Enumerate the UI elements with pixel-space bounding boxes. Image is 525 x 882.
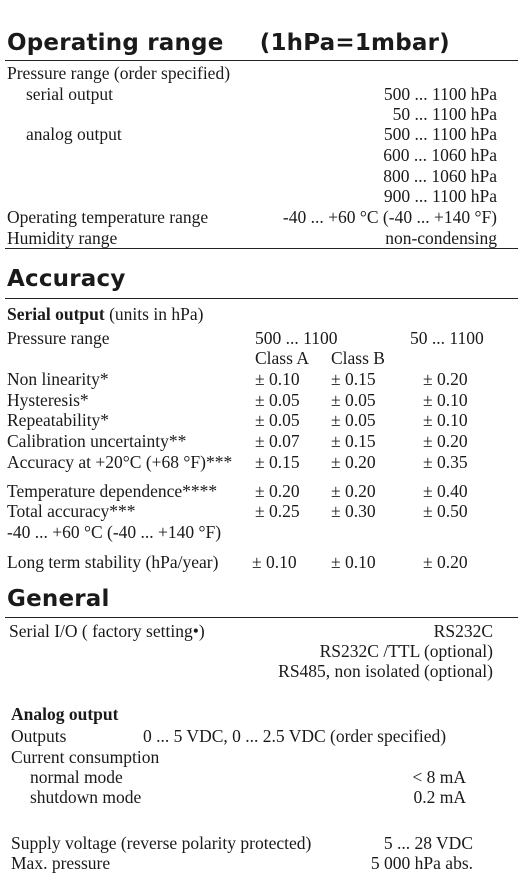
operating-heading: Operating range [7,30,224,56]
divider [5,617,518,618]
long-term-stability-label: Long term stability (hPa/year) [7,552,219,572]
accuracy-value-class-a: ± 0.25 [255,501,300,521]
range-b-header: 50 ... 1100 [410,328,484,348]
shutdown-mode-label: shutdown mode [30,787,142,807]
humidity-range-label: Humidity range [7,228,118,248]
analog-range-value: 600 ... 1060 hPa [383,145,497,165]
serial-output-label: serial output [26,84,113,104]
accuracy-value-class-b: ± 0.20 [331,452,376,472]
supply-voltage-label: Supply voltage (reverse polarity protected) [11,833,312,853]
accuracy-value-class-a: ± 0.20 [255,481,300,501]
divider [5,248,518,249]
class-a-header: Class A [255,348,309,368]
accuracy-value-class-b: ± 0.10 [331,552,376,572]
accuracy-row-label: Hysteresis* [7,390,89,410]
serial-io-value: RS232C /TTL (optional) [319,641,493,661]
serial-range-value: 50 ... 1100 hPa [392,104,497,124]
accuracy-heading: Accuracy [7,266,126,292]
max-pressure-label: Max. pressure [11,853,111,873]
analog-range-value: 500 ... 1100 hPa [383,124,497,144]
accuracy-value-class-b: ± 0.05 [331,390,376,410]
operating-heading-note: (1hPa=1mbar) [259,30,450,56]
accuracy-row-label: Repeatability* [7,410,110,430]
accuracy-row-label: Accuracy at +20°C (+68 °F)*** [7,452,233,472]
range-a-header: 500 ... 1100 [255,328,338,348]
serial-io-label: Serial I/O ( factory setting•) [9,621,205,641]
humidity-range-value: non-condensing [385,228,497,248]
normal-mode-value: < 8 mA [412,767,466,787]
accuracy-value-class-a: ± 0.05 [255,390,300,410]
divider [5,298,518,299]
outputs-label: Outputs [11,726,67,746]
accuracy-value-wide-range: ± 0.50 [423,501,468,521]
accuracy-value-wide-range: ± 0.20 [423,431,468,451]
total-accuracy-range-note: -40 ... +60 °C (-40 ... +140 °F) [7,522,222,542]
accuracy-value-class-a: ± 0.15 [255,452,300,472]
accuracy-value-wide-range: ± 0.35 [423,452,468,472]
general-heading: General [7,586,110,612]
class-b-header: Class B [331,348,385,368]
serial-output-title: Serial output [7,304,105,324]
serial-output-subheading [7,304,203,324]
accuracy-row-label: Total accuracy*** [7,501,136,521]
accuracy-value-wide-range: ± 0.20 [423,369,468,389]
accuracy-value-class-b: ± 0.15 [331,431,376,451]
temperature-range-label: Operating temperature range [7,207,209,227]
accuracy-value-class-a: ± 0.10 [255,369,300,389]
accuracy-value-wide-range: ± 0.10 [423,410,468,430]
shutdown-mode-value: 0.2 mA [413,787,466,807]
analog-output-label: analog output [26,124,122,144]
accuracy-value-class-a: ± 0.10 [252,552,297,572]
divider [5,60,518,61]
analog-range-value: 800 ... 1060 hPa [383,166,497,186]
pressure-range-label: Pressure range (order specified) [7,63,231,83]
accuracy-row-label: Non linearity* [7,369,109,389]
serial-range-value: 500 ... 1100 hPa [383,84,497,104]
normal-mode-label: normal mode [30,767,123,787]
outputs-value: 0 ... 5 VDC, 0 ... 2.5 VDC (order specified) [143,726,447,746]
accuracy-row-label: Temperature dependence**** [7,481,218,501]
accuracy-value-wide-range: ± 0.40 [423,481,468,501]
accuracy-value-class-a: ± 0.07 [255,431,300,451]
accuracy-value-class-b: ± 0.15 [331,369,376,389]
accuracy-row-label: Calibration uncertainty** [7,431,187,451]
accuracy-value-wide-range: ± 0.10 [423,390,468,410]
serial-io-value: RS485, non isolated (optional) [278,661,493,681]
analog-range-value: 900 ... 1100 hPa [383,186,497,206]
serial-io-value: RS232C [433,621,493,641]
temperature-range-value: -40 ... +60 °C (-40 ... +140 °F) [282,207,497,227]
serial-output-units-note: (units in hPa) [109,304,204,324]
supply-voltage-value: 5 ... 28 VDC [383,833,473,853]
section-heading-operating-range [7,30,450,56]
analog-output-heading: Analog output [11,704,119,724]
accuracy-value-class-b: ± 0.20 [331,481,376,501]
current-consumption-label: Current consumption [11,747,160,767]
accuracy-value-class-b: ± 0.30 [331,501,376,521]
max-pressure-value: 5 000 hPa abs. [370,853,473,873]
accuracy-value-class-b: ± 0.05 [331,410,376,430]
accuracy-value-wide-range: ± 0.20 [423,552,468,572]
accuracy-value-class-a: ± 0.05 [255,410,300,430]
accuracy-pressure-range-label: Pressure range [7,328,110,348]
